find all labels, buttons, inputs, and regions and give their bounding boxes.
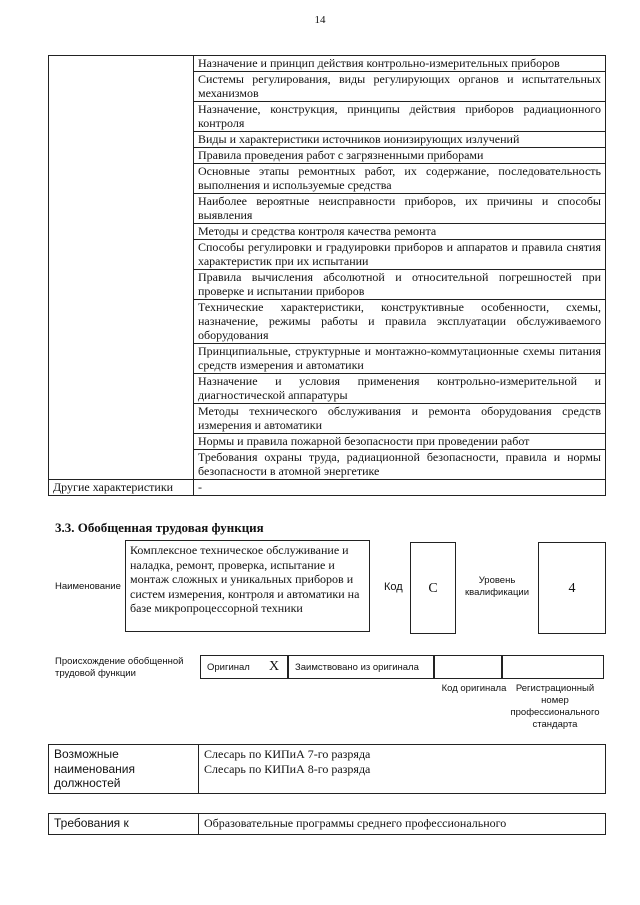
origin-row <box>200 655 604 679</box>
knowledge-item: Технические характеристики, конструктивные особенности, схемы, назначение, режимы работы и правила эксплуатации обслуживаемого оборудования <box>194 300 606 344</box>
knowledge-row <box>49 56 606 72</box>
position-item: Слесарь по КИПиА 8-го разряда <box>204 761 371 776</box>
knowledge-item: Принципиальные, структурные и монтажно-коммутационные схемы питания средств измерения и автоматики <box>194 344 606 374</box>
knowledge-item: Основные этапы ремонтных работ, их содержание, последовательность выполнения и используемые средства <box>194 164 606 194</box>
knowledge-item: Виды и характеристики источников ионизирующих излучений <box>194 132 606 148</box>
knowledge-item: Требования охраны труда, радиационной безопасности, правила и нормы безопасности в атомной энергетике <box>194 450 606 480</box>
level-box <box>538 542 606 634</box>
code-value: C <box>428 581 438 596</box>
reg-number-cell <box>502 655 604 679</box>
requirements-label: Требования к <box>49 814 199 835</box>
page-number: 14 <box>314 14 326 26</box>
borrowed-cell <box>288 655 434 679</box>
level-label: Уровень квалификации <box>464 575 530 598</box>
positions-table <box>48 744 606 794</box>
knowledge-item: Нормы и правила пожарной безопасности при проведении работ <box>194 434 606 450</box>
knowledge-item: Системы регулирования, виды регулирующих органов и испытательных механизмов <box>194 72 606 102</box>
level-value: 4 <box>568 581 576 596</box>
original-mark: X <box>269 659 280 674</box>
code-original-caption: Код оригинала <box>441 683 507 694</box>
positions-label: Возможные наименования должностей <box>49 745 199 794</box>
knowledge-label-cell <box>49 56 194 480</box>
knowledge-item: Назначение, конструкция, принципы действия приборов радиационного контроля <box>194 102 606 132</box>
reg-number-caption: Регистрационный номер профессионального стандарта <box>510 683 600 730</box>
function-name-box: Комплексное техническое обслуживание и наладка, ремонт, проверка, испытание и монтаж сложных и уникальных приборов и систем измерения, контроля и автоматики на базе микропроцессорной техники <box>125 540 370 632</box>
knowledge-item: Назначение и принцип действия контрольно-измерительных приборов <box>194 56 606 72</box>
other-characteristics-value: - <box>194 480 606 496</box>
knowledge-table <box>48 55 606 496</box>
knowledge-item: Способы регулировки и градуировки приборов и аппаратов и правила снятия характеристик при их испытании <box>194 240 606 270</box>
section-title: 3.3. Обобщенная трудовая функция <box>55 520 264 535</box>
position-item: Слесарь по КИПиА 7-го разряда <box>204 747 371 761</box>
name-label: Наименование <box>55 581 121 592</box>
knowledge-item: Методы и средства контроля качества ремонта <box>194 224 606 240</box>
requirements-value: Образовательные программы среднего профессионального <box>199 814 606 835</box>
knowledge-item: Назначение и условия применения контрольно-измерительной и диагностической аппаратуры <box>194 374 606 404</box>
other-characteristics-label: Другие характеристики <box>49 480 194 496</box>
original-label: Оригинал <box>207 662 250 673</box>
knowledge-item: Наиболее вероятные неисправности приборов, их причины и способы выявления <box>194 194 606 224</box>
knowledge-item: Методы технического обслуживания и ремонта оборудования средств измерения и автоматики <box>194 404 606 434</box>
requirements-table <box>48 813 606 835</box>
original-code-cell <box>434 655 502 679</box>
code-label: Код <box>384 581 403 593</box>
code-box <box>410 542 456 634</box>
origin-label: Происхождение обобщенной трудовой функции <box>55 656 184 679</box>
borrowed-label: Заимствовано из оригинала <box>295 662 419 673</box>
knowledge-item: Правила проведения работ с загрязненными приборами <box>194 148 606 164</box>
knowledge-item: Правила вычисления абсолютной и относительной погрешностей при проверке и испытании приборов <box>194 270 606 300</box>
other-characteristics-row <box>49 480 606 496</box>
positions-values <box>199 745 606 794</box>
original-cell <box>200 655 288 679</box>
